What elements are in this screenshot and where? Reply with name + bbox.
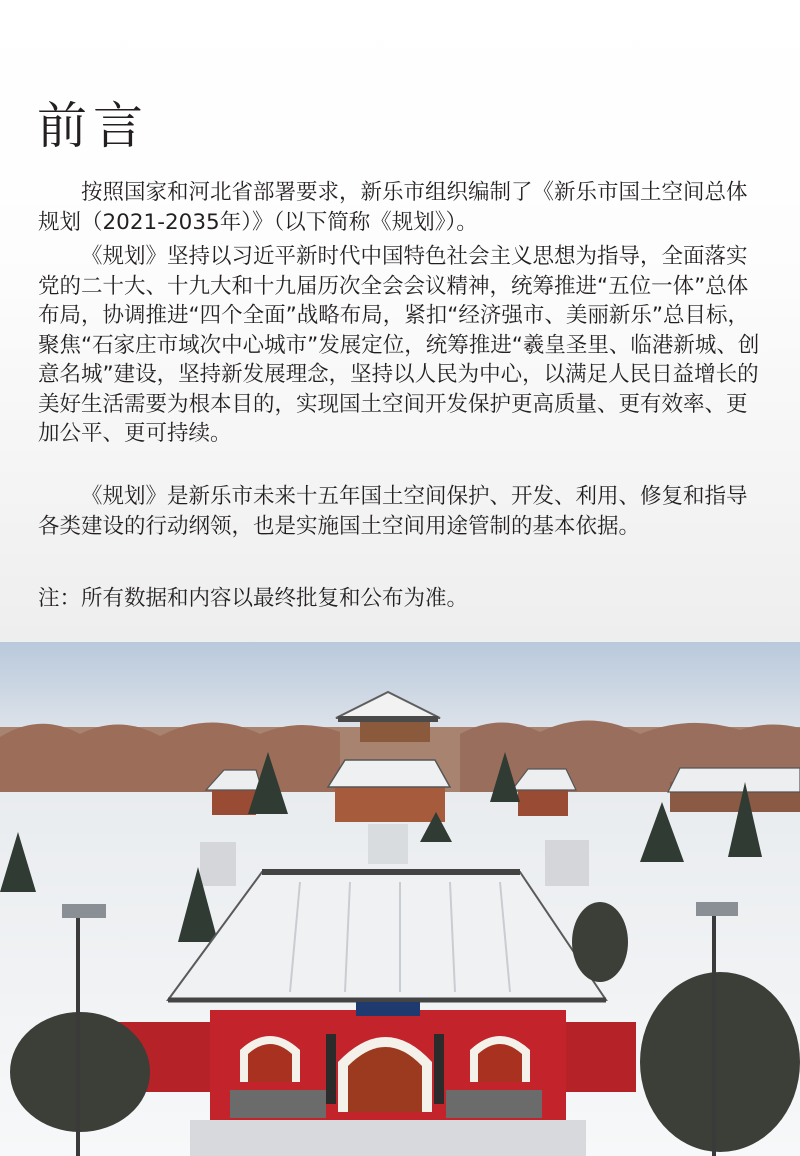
- paragraph-purpose: 《规划》是新乐市未来十五年国土空间保护、开发、利用、修复和指导各类建设的行动纲领，也是实施国土空间用途管制的基本依据。: [38, 484, 748, 539]
- temple-snow-photo: [0, 642, 800, 1156]
- paragraph-intro: 按照国家和河北省部署要求，新乐市组织编制了《新乐市国土空间总体规划（2021-2035年）》（以下简称《规划》）。: [38, 180, 748, 235]
- page-title: 前言: [37, 97, 149, 155]
- paragraph-guidance: 《规划》坚持以习近平新时代中国特色社会主义思想为指导，全面落实党的二十大、十九大和十九届历次全会会议精神，统筹推进“五位一体”总体布局，协调推进“四个全面”战略布局，紧扣“经济强市、美丽新乐”总目标，聚焦“石家庄市域次中心城市”发展定位，统筹推进“羲皇圣里、临港新城、创意名城”建设，坚持新发展理念，坚持以人民为中心，以满足人民日益增长的美好生活需要为根本目的，实现国土空间开发保护更高质量、更有效率、更加公平、更可持续。: [38, 244, 760, 446]
- footnote: 注：所有数据和内容以最终批复和公布为准。: [38, 586, 469, 611]
